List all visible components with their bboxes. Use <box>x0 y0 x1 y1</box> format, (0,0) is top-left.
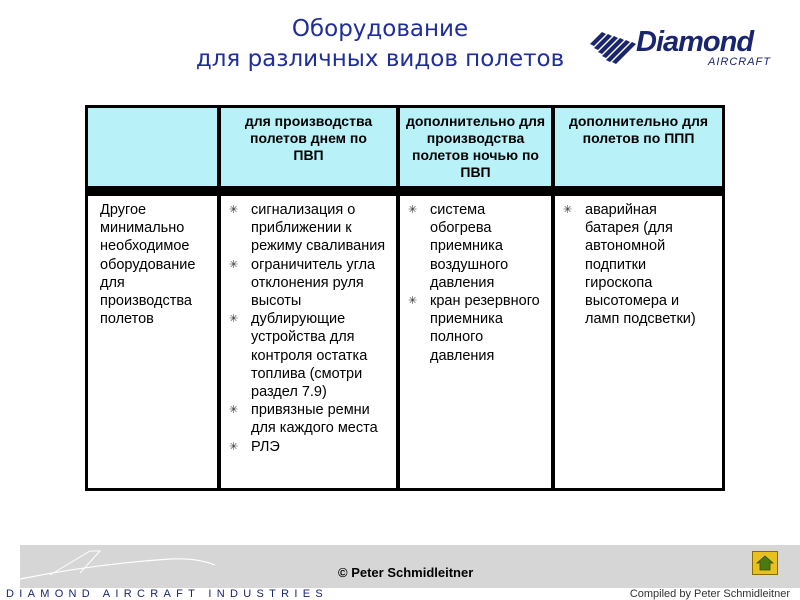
row-label: Другое минимально необходимое оборудование для производства полетов <box>100 202 196 328</box>
list-item: ✳ дублирующие устройства для контроля остатка топлива (смотри раздел 7.9) <box>229 311 368 401</box>
slide-title-line2: для различных видов полетов <box>195 46 565 72</box>
table-row-label-cell <box>87 195 218 489</box>
table-cell-night-vfr <box>399 195 552 489</box>
list-item: ✳ кран резервного приемника полного давления <box>408 293 540 364</box>
table-cell-ifr <box>554 195 723 489</box>
equipment-table <box>85 105 725 491</box>
table-header-empty <box>87 107 218 187</box>
slide-title-line1: Оборудование <box>291 16 469 42</box>
compiled-by: Compiled by Peter Schmidleitner <box>629 588 790 600</box>
night-vfr-list <box>400 196 551 365</box>
list-item: ✳ система обогрева приемника воздушного давления <box>408 202 509 291</box>
asterisk-icon: ✳ <box>229 313 239 326</box>
asterisk-icon: ✳ <box>229 258 239 271</box>
list-item: ✳ привязные ремни для каждого места <box>229 402 378 437</box>
aircraft-silhouette-icon <box>20 545 220 588</box>
list-item: ✳ сигнализация о приближении к режиму сваливания <box>229 202 386 255</box>
footer <box>0 545 800 600</box>
home-button[interactable] <box>752 551 778 575</box>
table-cell-day-vfr <box>220 195 397 489</box>
list-item: ✳ РЛЭ <box>229 438 280 455</box>
table-header-ifr <box>554 107 723 187</box>
logo-sub: AIRCRAFT <box>708 56 771 68</box>
asterisk-icon: ✳ <box>408 204 418 216</box>
logo-word: Diamond <box>636 26 754 58</box>
asterisk-icon: ✳ <box>229 204 239 216</box>
home-icon <box>756 555 774 571</box>
table-header-night-vfr <box>399 107 552 187</box>
slide-title <box>150 14 610 74</box>
asterisk-icon: ✳ <box>408 295 418 308</box>
company-name: DIAMOND AIRCRAFT INDUSTRIES <box>6 588 328 600</box>
table-header-day-vfr <box>220 107 397 187</box>
list-item: ✳ аварийная батарея (для автономной подпитки гироскопа высотомера и ламп подсветки) <box>563 202 696 328</box>
day-vfr-list <box>221 196 396 456</box>
asterisk-icon: ✳ <box>229 440 239 453</box>
header-label: дополнительно для производства полетов ночью по ПВП <box>405 113 546 180</box>
diamond-logo <box>588 22 778 72</box>
diamond-stripes-icon <box>588 26 640 66</box>
copyright-text: © Peter Schmidleitner <box>338 565 474 580</box>
ifr-list <box>555 196 722 328</box>
asterisk-icon: ✳ <box>229 404 239 417</box>
header-label: для производства полетов днем по ПВП <box>244 113 373 163</box>
header-label: дополнительно для полетов по ППП <box>568 113 709 146</box>
asterisk-icon: ✳ <box>563 204 573 216</box>
list-item: ✳ ограничитель угла отклонения руля высоты <box>229 256 376 310</box>
